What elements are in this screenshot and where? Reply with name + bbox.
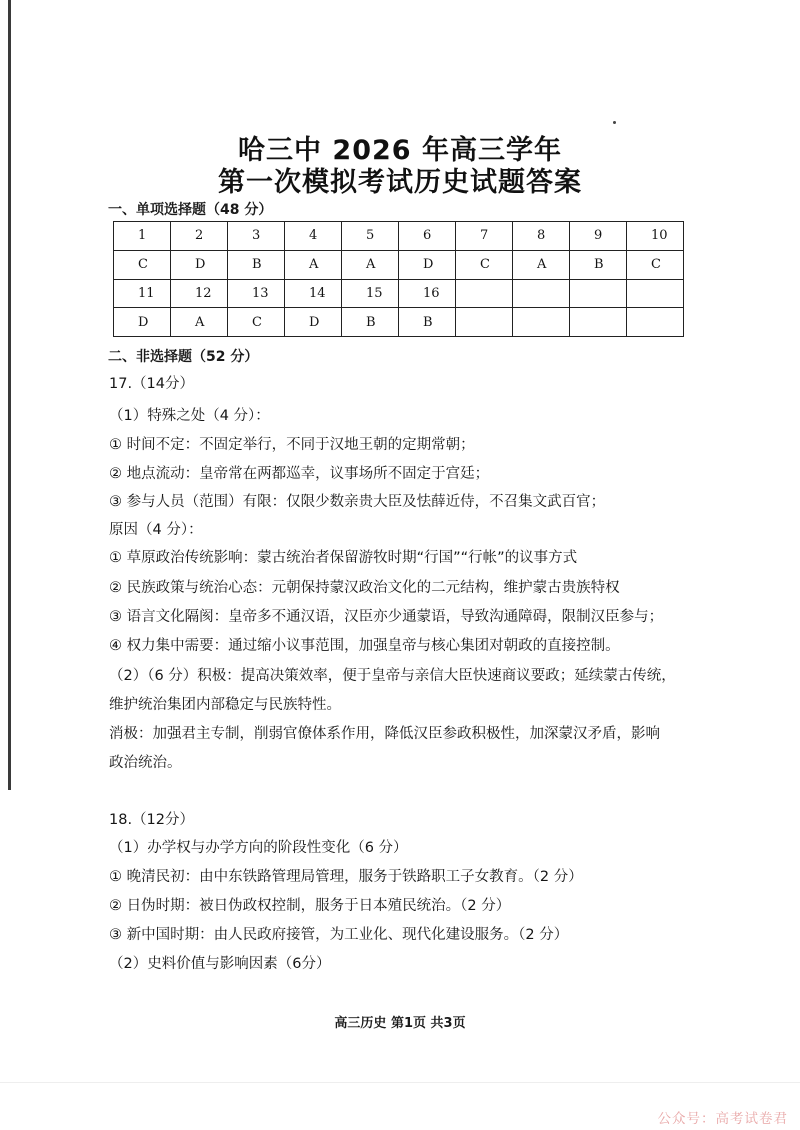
table-cell: B xyxy=(399,308,456,337)
table-cell: C xyxy=(228,308,285,337)
answer-line: 原因（4 分）： xyxy=(109,522,203,538)
page-title-line2: 第一次模拟考试历史试题答案 xyxy=(218,167,582,198)
table-cell: D xyxy=(285,308,342,337)
table-cell: 5 xyxy=(342,222,399,251)
table-cell xyxy=(570,279,627,308)
answer-line: ③ 参与人员（范围）有限：仅限少数亲贵大臣及怯薛近侍，不召集文武百官； xyxy=(109,494,606,510)
table-cell: A xyxy=(285,250,342,279)
answer-line: ④ 权力集中需要：通过缩小议事范围，加强皇帝与核心集团对朝政的直接控制。 xyxy=(109,638,620,654)
table-cell: 3 xyxy=(228,222,285,251)
answer-line: 消极：加强君主专制，削弱官僚体系作用，降低汉臣参政积极性，加深蒙汉矛盾，影响 xyxy=(109,726,660,742)
section2-heading: 二、非选择题（52 分） xyxy=(108,349,259,365)
table-cell xyxy=(627,279,684,308)
table-cell: 8 xyxy=(513,222,570,251)
answer-line: （2）史料价值与影响因素（6分） xyxy=(109,956,331,972)
divider xyxy=(0,1082,800,1083)
answer-line: ③ 语言文化隔阂：皇帝多不通汉语，汉臣亦少通蒙语，导致沟通障碍，限制汉臣参与； xyxy=(109,609,664,625)
table-cell: A xyxy=(513,250,570,279)
answer-line: 维护统治集团内部稳定与民族特性。 xyxy=(109,697,341,713)
answer-line: ① 草原政治传统影响：蒙古统治者保留游牧时期“行国”“行帐”的议事方式 xyxy=(109,550,578,566)
table-cell: 13 xyxy=(228,279,285,308)
table-cell: C xyxy=(456,250,513,279)
answer-line: ③ 新中国时期：由人民政府接管，为工业化、现代化建设服务。（2 分） xyxy=(109,927,569,943)
page-title-line1: 哈三中 2026 年高三学年 xyxy=(238,135,562,166)
table-cell: 9 xyxy=(570,222,627,251)
question-17-heading: 17.（14分） xyxy=(109,376,195,392)
table-row-numbers-1 xyxy=(114,222,684,251)
scan-speck xyxy=(613,121,616,124)
answer-line: （1）办学权与办学方向的阶段性变化（6 分） xyxy=(109,840,408,856)
table-cell: C xyxy=(114,250,171,279)
answer-line: ① 晚清民初：由中东铁路管理局管理，服务于铁路职工子女教育。（2 分） xyxy=(109,869,583,885)
table-row-numbers-2 xyxy=(114,279,684,308)
question-18-heading: 18.（12分） xyxy=(109,812,195,828)
table-cell: 12 xyxy=(171,279,228,308)
page-footer: 高三历史 第1页 共3页 xyxy=(334,1016,466,1031)
table-cell: 11 xyxy=(114,279,171,308)
table-cell: 15 xyxy=(342,279,399,308)
answer-table xyxy=(113,221,684,337)
watermark: 公众号：高考试卷君 xyxy=(657,1111,788,1127)
table-cell: D xyxy=(171,250,228,279)
table-cell: B xyxy=(228,250,285,279)
table-row-answers-1 xyxy=(114,250,684,279)
table-cell: 7 xyxy=(456,222,513,251)
table-cell: 6 xyxy=(399,222,456,251)
answer-line: ② 民族政策与统治心态：元朝保持蒙汉政治文化的二元结构，维护蒙古贵族特权 xyxy=(109,580,620,596)
binding-edge xyxy=(8,0,11,790)
table-cell: 10 xyxy=(627,222,684,251)
table-cell: 1 xyxy=(114,222,171,251)
answer-line: （2）（6 分）积极：提高决策效率，便于皇帝与亲信大臣快速商议要政；延续蒙古传统， xyxy=(109,668,676,684)
table-cell xyxy=(513,279,570,308)
answer-line: ② 日伪时期：被日伪政权控制，服务于日本殖民统治。（2 分） xyxy=(109,898,511,914)
answer-line: 政治统治。 xyxy=(109,755,182,771)
table-cell: D xyxy=(399,250,456,279)
table-cell: B xyxy=(342,308,399,337)
table-cell xyxy=(513,308,570,337)
table-row-answers-2 xyxy=(114,308,684,337)
answer-line: （1）特殊之处（4 分）： xyxy=(109,408,270,424)
table-cell: C xyxy=(627,250,684,279)
table-cell: 4 xyxy=(285,222,342,251)
table-cell: B xyxy=(570,250,627,279)
table-cell xyxy=(456,308,513,337)
answer-line: ② 地点流动：皇帝常在两都巡幸，议事场所不固定于宫廷； xyxy=(109,466,490,482)
table-cell: 16 xyxy=(399,279,456,308)
answer-line: ① 时间不定：不固定举行，不同于汉地王朝的定期常朝； xyxy=(109,437,475,453)
table-cell xyxy=(627,308,684,337)
table-cell: D xyxy=(114,308,171,337)
table-cell xyxy=(570,308,627,337)
table-cell: A xyxy=(171,308,228,337)
table-cell: 2 xyxy=(171,222,228,251)
table-cell xyxy=(456,279,513,308)
section1-heading: 一、单项选择题（48 分） xyxy=(108,202,273,218)
table-cell: 14 xyxy=(285,279,342,308)
table-cell: A xyxy=(342,250,399,279)
